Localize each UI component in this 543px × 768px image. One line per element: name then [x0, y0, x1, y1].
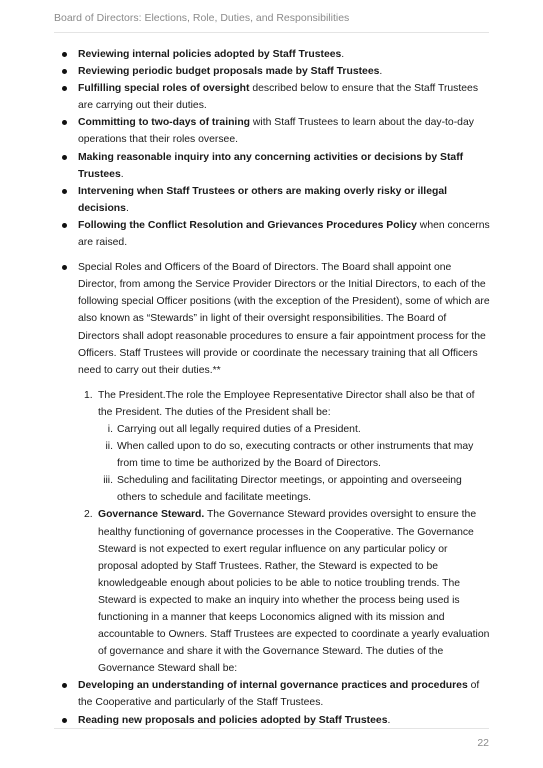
item-number: 1.	[84, 389, 93, 401]
officer-president: 1. The President.The role the Employee Representative Director shall also be that of the President. The duties of the President shall be: i. Carrying out all legally required duties of a President. ii. When called upon to do so, executing contracts or other instruments that may from time to time be authorized by the Board of Directors. iii. Scheduling and facilitating Director meetings, or appointing and overseeing others to schedule and facilitate meetings.	[54, 387, 490, 507]
page-number: 22	[477, 737, 489, 749]
list-item: iii. Scheduling and facilitating Director meetings, or appointing and overseeing others to schedule and facilitate meetings.	[103, 475, 462, 504]
officer-governance-steward: 2. Governance Steward. The Governance Steward provides oversight to ensure the healthy functioning of governance processes in the Cooperative. The Governance Steward is not expected to exert regular influence on any particular policy or proposal adopted by Staff Trustees. Rather, the Steward is expected to be knowledgeable enough about policies to be able to notice troubling trends. The Steward is expected to make an inquiry into whether the process being used is functioning in a manner that keeps Loconomics aligned with its mission and accountable to Owners. Staff Trustees are expected to coordinate a yearly evaluation of governance and share it with the Governance Steward. The duties of the Governance Steward shall be:	[54, 506, 490, 677]
responsibilities-list	[54, 46, 490, 251]
document-body	[54, 46, 490, 729]
list-item: Developing an understanding of internal governance practices and procedures of the Cooperative and particularly of the Staff Trustees.	[54, 677, 490, 711]
list-item: ii. When called upon to do so, executing contracts or other instruments that may from time to time be authorized by the Board of Directors.	[105, 441, 474, 470]
header-divider	[54, 32, 489, 33]
list-item: Reviewing internal policies adopted by Staff Trustees.	[54, 46, 490, 63]
item-number: 2.	[84, 509, 93, 521]
list-item: Intervening when Staff Trustees or others are making overly risky or illegal decisions.	[54, 183, 490, 217]
footer-divider	[54, 728, 489, 729]
list-item: i. Carrying out all legally required duties of a President.	[107, 423, 361, 435]
list-item: Reviewing periodic budget proposals made by Staff Trustees.	[54, 63, 490, 80]
list-item: Committing to two-days of training with Staff Trustees to learn about the day-to-day operations that their roles oversee.	[54, 114, 490, 148]
list-item: Reading new proposals and policies adopted by Staff Trustees.	[54, 712, 490, 729]
list-item: Following the Conflict Resolution and Grievances Procedures Policy when concerns are raised.	[54, 217, 490, 251]
special-roles-section	[54, 259, 490, 379]
governance-steward-duties-list	[54, 677, 490, 728]
president-duties-list	[98, 421, 490, 506]
list-item: Making reasonable inquiry into any concerning activities or decisions by Staff Trustees.	[54, 149, 490, 183]
list-item: Fulfilling special roles of oversight described below to ensure that the Staff Trustees are carrying out their duties.	[54, 80, 490, 114]
special-roles-paragraph: Special Roles and Officers of the Board of Directors. The Board shall appoint one Director, from among the Service Provider Directors or the Initial Directors, to each of the following special Officer positions (with the exception of the President), some of which are also known as “Stewards” in light of their oversight responsibilities. The Board of Directors shall adopt reasonable procedures to ensure a fair appointment process for the Officers. Staff Trustees will provide or coordinate the necessary training that all Officers need to carry out their duties.**	[54, 259, 490, 379]
officer-positions-list	[54, 387, 490, 678]
page-header: Board of Directors: Elections, Role, Duties, and Responsibilities	[54, 12, 350, 24]
